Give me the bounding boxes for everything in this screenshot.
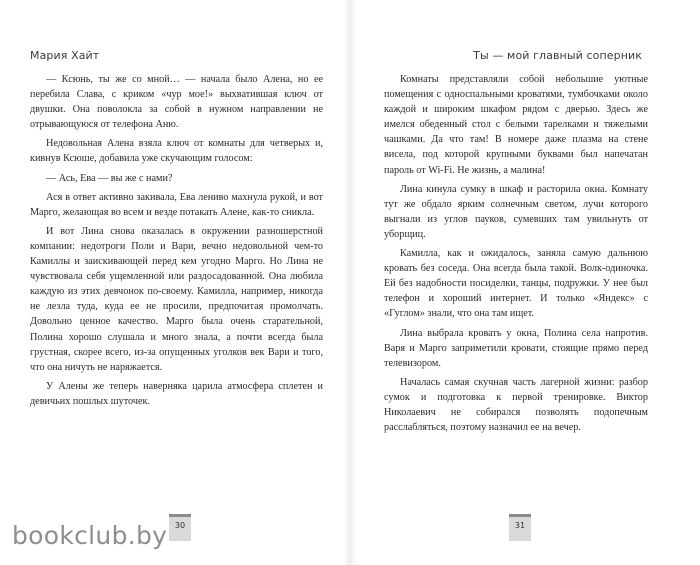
right-paragraph: Комнаты представляли собой небольшие уютные помещения с односпальными кроватями, тумбочками около каждой и широким шкафом рядом с дверью. Здесь же имелся обеденный стол с белыми тарелками и тяжелыми чашками. Да что там! В номере даже плазма на стене висела, под которой крупными буквами был напечатан пароль от Wi-Fi. Не жизнь, а малина! — [384, 74, 648, 176]
right-paragraph: Началась самая скучная часть лагерной жизни: разбор сумок и подготовка к первой тренировке. Виктор Николаевич не собирался позволять подопечным расслабляться, поэтому назначил ее на вечер. — [384, 376, 648, 434]
right-page-number: 31 — [509, 514, 531, 541]
left-paragraph: — Ась, Ева — вы же с нами? — [46, 172, 173, 184]
left-paragraph: У Алены же теперь наверняка царила атмосфера сплетен и девичьих пошлых шуточек. — [30, 380, 323, 407]
right-paragraph: Лина кинула сумку в шкаф и расторила окна. Комнату тут же обдало ярким солнечным светом, лучи которого выгнали из углов пауков, сумевших там увильнуть от уборщиц. — [384, 183, 648, 240]
right-paragraph: Лина выбрала кровать у окна, Полина села напротив. Варя и Марго заприметили кровати, стоящие прямо перед телевизором. — [384, 327, 648, 369]
left-paragraph: — Ксюнь, ты же со мной… — начала было Алена, но ее перебила Слава, с криком «чур мое!» выхватившая ключ от двушки. Она поволокла за собой в нужном направлении не отрывающуюся от телефона Аню. — [30, 74, 323, 131]
right-page — [350, 0, 700, 565]
left-page-number: 30 — [169, 514, 191, 541]
right-page-text — [384, 72, 648, 439]
watermark: bookclub.by — [12, 521, 168, 550]
right-running-head: Ты — мой главный соперник — [473, 49, 642, 62]
left-paragraph: Недовольная Алена взяла ключ от комнаты для четверых и, кивнув Ксюше, добавила уже скучающим голосом: — [30, 138, 323, 165]
left-paragraph: И вот Лина снова оказалась в окружении разношерстной компании: недотроги Поли и Вари, вечно недовольной чем-то Камиллы и заискивающей перед кем угодно Марго. Но Лина не чувствовала себя ущемленной или раздосадованной. Она любила каждую из этих девчонок по-своему. Камилла, например, никогда не лезла туда, куда ее не просили, предпочитая промолчать. Довольно ценное качество. Марго была очень старательной, Полина хорошо слушала и много знала, а почти всегда была грустная, скорее всего, из-за опущенных уголков век Вари и того, что она ничуть не наряжается. — [30, 225, 323, 373]
right-paragraph: Камилла, как и ожидалось, заняла самую дальнюю кровать без соседа. Она всегда была такой. Волк-одиночка. Ей без надобности посиделки, танцы, подружки. У нее был телефон и хороший интернет. И только «Яндекс» с «Гуглом» знали, что она там ищет. — [384, 248, 648, 320]
left-page-text — [30, 72, 323, 413]
left-paragraph: Ася в ответ активно закивала, Ева лениво махнула рукой, и вот Марго, желающая во всем и везде потакать Алене, как-то сникла. — [30, 191, 323, 218]
left-running-head: Мария Хайт — [30, 49, 100, 62]
